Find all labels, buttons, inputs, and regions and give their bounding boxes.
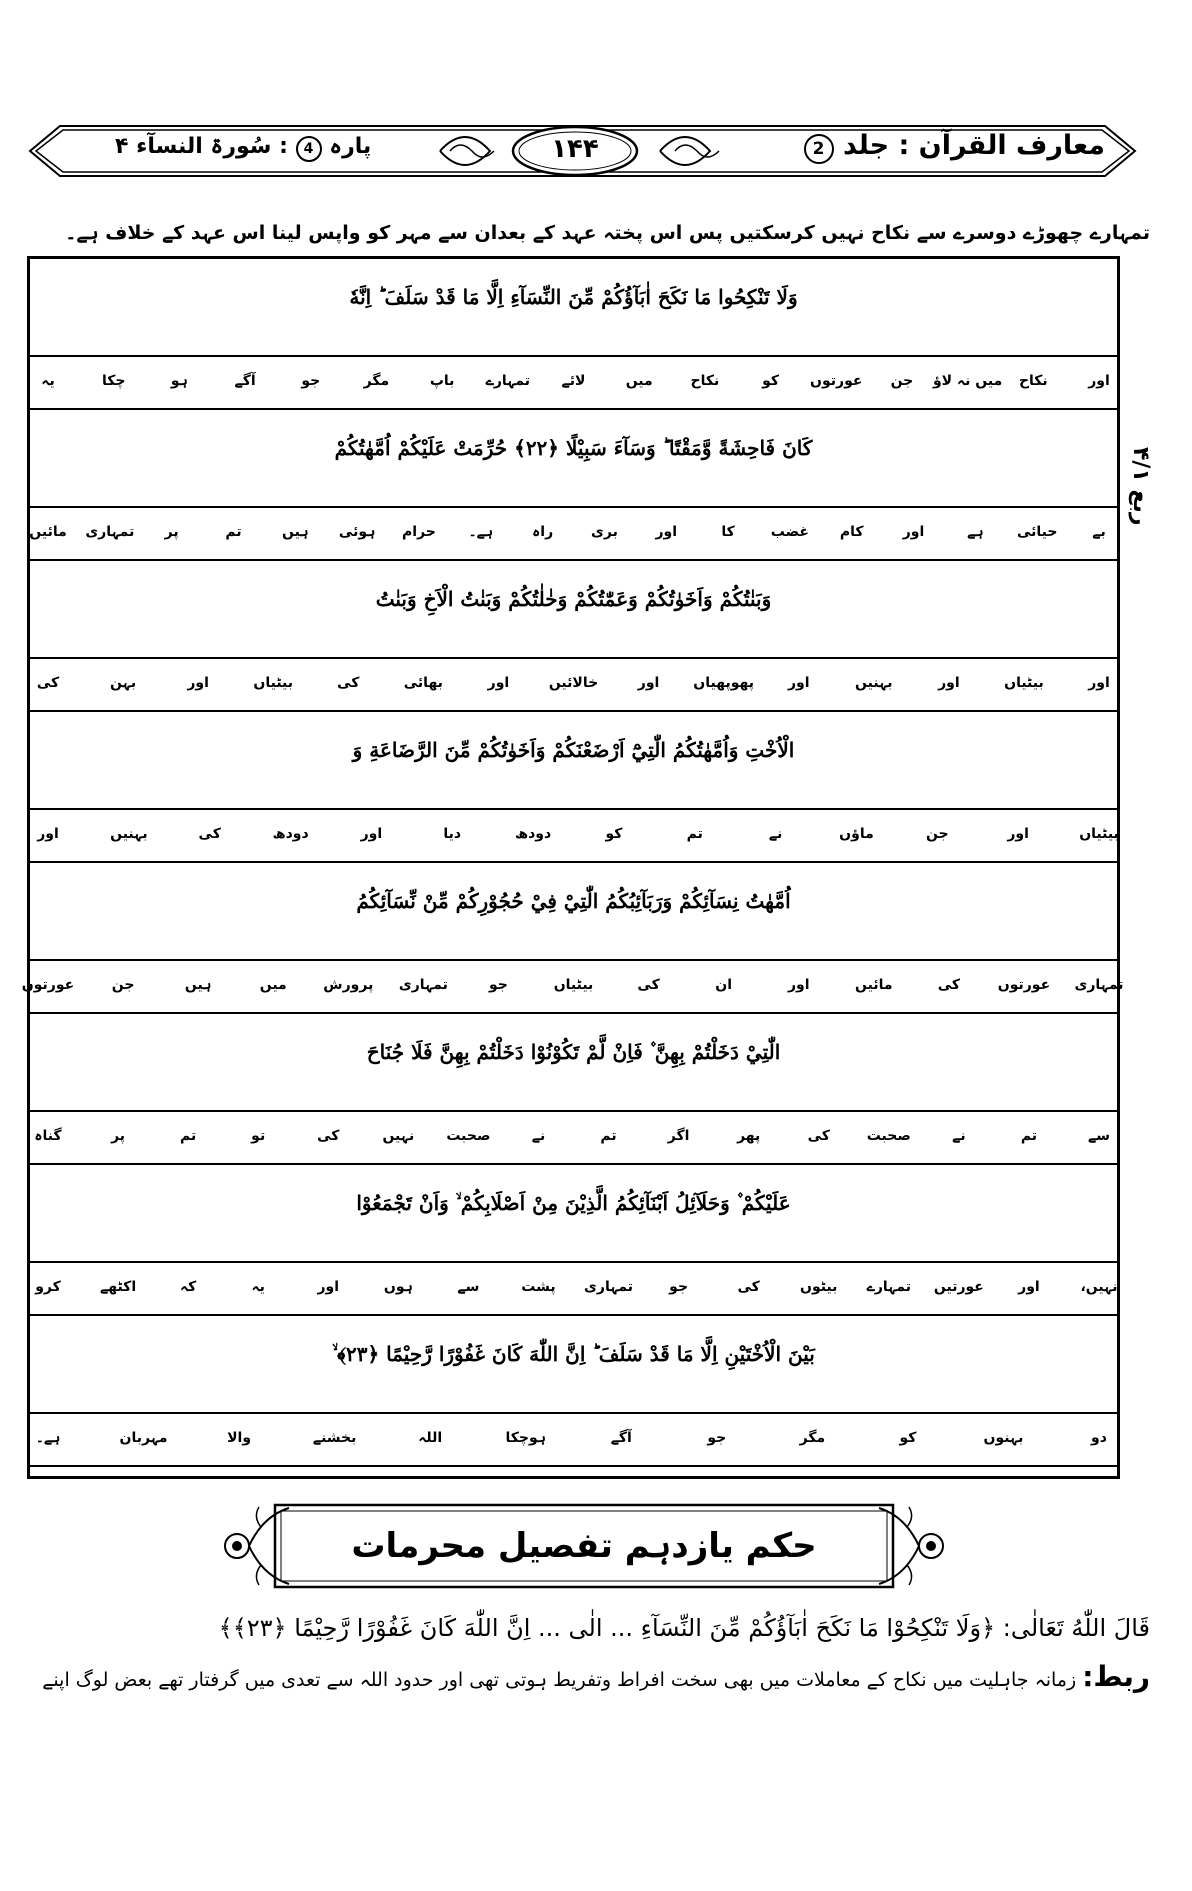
page-number: ۱۴۴ (551, 134, 599, 164)
translation-word: اور (787, 675, 810, 691)
translation-word: دودھ (272, 826, 309, 842)
translation-word: ان (715, 977, 733, 993)
word-translation-row (30, 1412, 1117, 1467)
translation-word: غضب (770, 524, 809, 540)
quranic-reference-line: قَالَ اللّٰهُ تَعَالٰی: ﴿وَلَا تَنْكِحُوْا مَا نَكَحَ اٰبَآؤُكُمْ مِّنَ النِّسَآءِ ... الٰی ... اِنَّ اللّٰهَ كَانَ غَفُوْرًا رَّحِيْمًا ﴿۲۳﴾﴾ (218, 1614, 1150, 1642)
translation-word: جن (890, 373, 914, 389)
translation-word: تم (225, 524, 242, 540)
intro-translation-line: تمہارے چھوڑے دوسرے سے نکاح نہیں کرسکتیں پس اس پختہ عہد کے بعدان سے مہر کو واپس لینا اس عہد کے خلاف ہے۔ (65, 222, 1150, 244)
word-translation-row (30, 506, 1117, 561)
translation-word: ہوچکا (505, 1430, 546, 1446)
translation-word: نکاح (1018, 373, 1048, 389)
translation-word: تم (686, 826, 703, 842)
translation-word: ہوں (383, 1279, 413, 1295)
translation-word: اور (187, 675, 209, 691)
translation-word: کی (637, 977, 660, 993)
translation-word: ہیں (184, 977, 212, 993)
translation-word: میں (625, 373, 653, 389)
arabic-verse-line: وَلَا تَنْكِحُوا مَا نَكَحَ اٰبَآؤُكُمْ مِّنَ النِّسَآءِ اِلَّا مَا قَدْ سَلَفَ ؕ اِنَّهٗ (349, 285, 798, 309)
translation-word: مہربان (119, 1430, 168, 1446)
translation-word: جو (669, 1279, 689, 1295)
translation-word: بیٹیاں (1079, 826, 1119, 842)
translation-word: بیٹیاں (1004, 675, 1044, 691)
translation-word: کی (317, 1128, 340, 1144)
translation-word: کام (839, 524, 864, 540)
translation-word: عورتوں (21, 977, 75, 993)
translation-word: اور (902, 524, 925, 540)
translation-word: عورتیں (933, 1279, 984, 1295)
translation-word: صحبت (866, 1128, 911, 1144)
translation-word: بیٹیاں (553, 977, 594, 993)
translation-word: عورتوں (810, 373, 863, 389)
translation-word: دیا (443, 826, 462, 842)
translation-word: صحبت (446, 1128, 491, 1144)
arabic-verse-line: عَلَيْكُمْ ۫ وَحَلَآئِلُ اَبْنَآئِكُمُ الَّذِيْنَ مِنْ اَصْلَابِكُمْ ۙ وَاَنْ تَجْمَعُوْا (356, 1191, 791, 1215)
translation-word: اور (360, 826, 383, 842)
translation-word: ہیں (282, 524, 309, 540)
translation-word: آگے (610, 1430, 632, 1446)
translation-word: جو (489, 977, 508, 993)
translation-word: مگر (363, 373, 390, 389)
translation-word: دو (1091, 1430, 1107, 1446)
arabic-verse-line: اُمَّهٰتُ نِسَآئِكُمْ وَرَبَآئِبُكُمُ الّٰتِيْ فِيْ حُجُوْرِكُمْ مِّنْ نِّسَآئِكُمُ (356, 889, 791, 913)
arabic-verse-line: الّٰتِيْ دَخَلْتُمْ بِهِنَّ ۫ فَاِنْ لَّمْ تَكُوْنُوْا دَخَلْتُمْ بِهِنَّ فَلَا جُنَاحَ (366, 1040, 781, 1064)
translation-word: اور (37, 826, 59, 842)
translation-word: کی (737, 1279, 760, 1295)
translation-word: اور (1007, 826, 1029, 842)
translation-word: پھر (737, 1128, 761, 1144)
translation-word: کو (605, 826, 623, 842)
translation-word: اور (1018, 1279, 1040, 1295)
translation-word: حیائی (1016, 524, 1058, 540)
translation-word: میں (259, 977, 287, 993)
translation-word: تمہاری (1074, 977, 1124, 993)
translation-word: تو (251, 1128, 266, 1144)
translation-word: اور (938, 675, 960, 691)
word-translation-row (30, 1110, 1117, 1165)
translation-word: سے (1088, 1128, 1110, 1144)
quran-text-box (21, 256, 1124, 1479)
translation-word: نے (768, 826, 783, 842)
rabt-text: زمانہ جاہلیت میں نکاح کے معاملات میں بھی سخت افراط وتفریط ہوتی تھی اور حدود اللہ سے تعدی میں گرفتار تھے بعض لوگ اپنے (42, 1669, 1077, 1691)
translation-word: اکٹھے (100, 1279, 137, 1295)
translation-word: پر (164, 524, 179, 540)
para-number-badge: 4 (296, 136, 322, 162)
translation-word: یہ (251, 1279, 265, 1295)
translation-word: ہے۔ (468, 524, 494, 540)
translation-word: والا (227, 1430, 252, 1446)
translation-word: مائیں (29, 524, 67, 540)
translation-word: تمہاری (398, 977, 448, 993)
translation-word: تمہاری (584, 1279, 634, 1295)
arabic-verse-line: الْاُخْتِ وَاُمَّهٰتُكُمُ الّٰتِيْٓ اَرْضَعْنَكُمْ وَاَخَوٰتُكُمْ مِّنَ الرَّضَاعَةِ وَ (352, 738, 795, 762)
translation-word: تمہاری (85, 524, 135, 540)
translation-word: نہیں (382, 1128, 415, 1144)
translation-word: بے (1092, 524, 1106, 540)
word-translation-row (30, 657, 1117, 712)
translation-word: بھائی (403, 675, 443, 691)
translation-word: ہو (170, 373, 188, 389)
translation-word: حرام (402, 524, 436, 540)
surah-info: پارہ 4 : سُورۃ النسآء ۴ (115, 134, 371, 162)
translation-word: تم (1020, 1128, 1038, 1144)
translation-word: جو (301, 373, 321, 389)
translation-word: باپ (429, 373, 455, 389)
translation-word: بری (591, 524, 618, 540)
translation-word: بہنوں (983, 1430, 1024, 1446)
word-translation-row (30, 355, 1117, 410)
translation-word: اور (1088, 675, 1110, 691)
translation-word: اگر (667, 1128, 690, 1144)
arabic-verse-line: بَيْنَ الْاُخْتَيْنِ اِلَّا مَا قَدْ سَلَفَ ؕ اِنَّ اللّٰهَ كَانَ غَفُوْرًا رَّحِيْمًا ﴿۲۳﴾ ۙ (332, 1342, 815, 1366)
arabic-verse-line: كَانَ فَاحِشَةً وَّمَقْتًا ؕ وَسَآءَ سَبِيْلًا ﴿۲۲﴾ حُرِّمَتْ عَلَيْكُمْ اُمَّهٰتُكُمْ (334, 436, 813, 460)
translation-word: ماؤں (839, 826, 874, 842)
translation-word: لائے (561, 373, 586, 389)
page-header (20, 120, 1145, 182)
translation-word: تم (180, 1128, 197, 1144)
translation-word: بیٹیاں (253, 675, 294, 691)
section-heading-frame (215, 1487, 953, 1605)
translation-word: کی (36, 675, 60, 691)
translation-word: کو (762, 373, 780, 389)
word-translation-row (30, 1261, 1117, 1316)
translation-word: ہے (967, 524, 984, 540)
section-heading-title: حکم یازدہم تفصیل محرمات (351, 1526, 817, 1566)
translation-word: سے (457, 1279, 480, 1295)
translation-word: کو (899, 1430, 917, 1446)
translation-word: جو (707, 1430, 727, 1446)
translation-word: بیٹوں (800, 1279, 838, 1295)
translation-word: کی (807, 1128, 830, 1144)
translation-word: اور (487, 675, 510, 691)
translation-word: میں نہ لاؤ (932, 373, 1003, 389)
translation-word: کا (721, 524, 735, 540)
rabt-paragraph (20, 1660, 1150, 1693)
translation-word: کی (198, 826, 221, 842)
translation-word: پرورش (323, 977, 374, 993)
translation-word: نکاح (690, 373, 720, 389)
translation-word: اور (637, 675, 660, 691)
translation-word: ہوئی (338, 524, 376, 540)
translation-word: یہ (41, 373, 55, 389)
translation-word: مگر (799, 1430, 826, 1446)
translation-word: خالائیں (548, 675, 599, 691)
arabic-verse-line: وَبَنٰتُكُمْ وَاَخَوٰتُكُمْ وَعَمّٰتُكُمْ وَخٰلٰتُكُمْ وَبَنٰتُ الْاَخِ وَبَنٰتُ (375, 587, 772, 611)
translation-word: پر (111, 1128, 126, 1144)
translation-word: اور (317, 1279, 340, 1295)
translation-word: جن (111, 977, 135, 993)
translation-word: تمہارے (485, 373, 530, 389)
translation-word: چکا (101, 373, 126, 389)
translation-word: اور (1088, 373, 1110, 389)
translation-word: تمہارے (866, 1279, 911, 1295)
translation-word: گناہ (34, 1128, 62, 1144)
word-translation-row (21, 959, 1124, 1014)
translation-word: کرو (35, 1279, 61, 1295)
translation-word: بہن (110, 675, 137, 691)
translation-word: عورتوں (997, 977, 1051, 993)
translation-word: راہ (532, 524, 554, 540)
translation-word: کی (937, 977, 961, 993)
translation-word: جن (925, 826, 949, 842)
translation-word: نے (531, 1128, 546, 1144)
translation-word: پھوپھیاں (693, 675, 755, 691)
translation-word: اور (787, 977, 810, 993)
translation-word: نہیں، (1080, 1279, 1118, 1295)
volume-number-badge: 2 (804, 134, 834, 164)
translation-word: آگے (234, 373, 256, 389)
translation-word: بخشنے (312, 1430, 357, 1446)
translation-word: تم (600, 1128, 617, 1144)
translation-word: ہے۔ (35, 1430, 61, 1446)
ruku-margin-note: ربع ۴/۱ (1128, 447, 1153, 526)
translation-word: دودھ (514, 826, 552, 842)
book-title: معارف القرآن : جلد 2 (804, 130, 1105, 164)
translation-word: بہنیں (110, 826, 148, 842)
rabt-label: ربط: (1082, 1660, 1150, 1693)
translation-word: اللہ (418, 1430, 443, 1446)
translation-word: اور (655, 524, 678, 540)
translation-word: پشت (521, 1279, 556, 1295)
word-translation-row (30, 808, 1117, 863)
translation-word: مائیں (855, 977, 893, 993)
translation-word: کی (337, 675, 360, 691)
translation-word: بہنیں (855, 675, 893, 691)
translation-word: نے (952, 1128, 966, 1144)
translation-word: کہ (179, 1279, 197, 1295)
